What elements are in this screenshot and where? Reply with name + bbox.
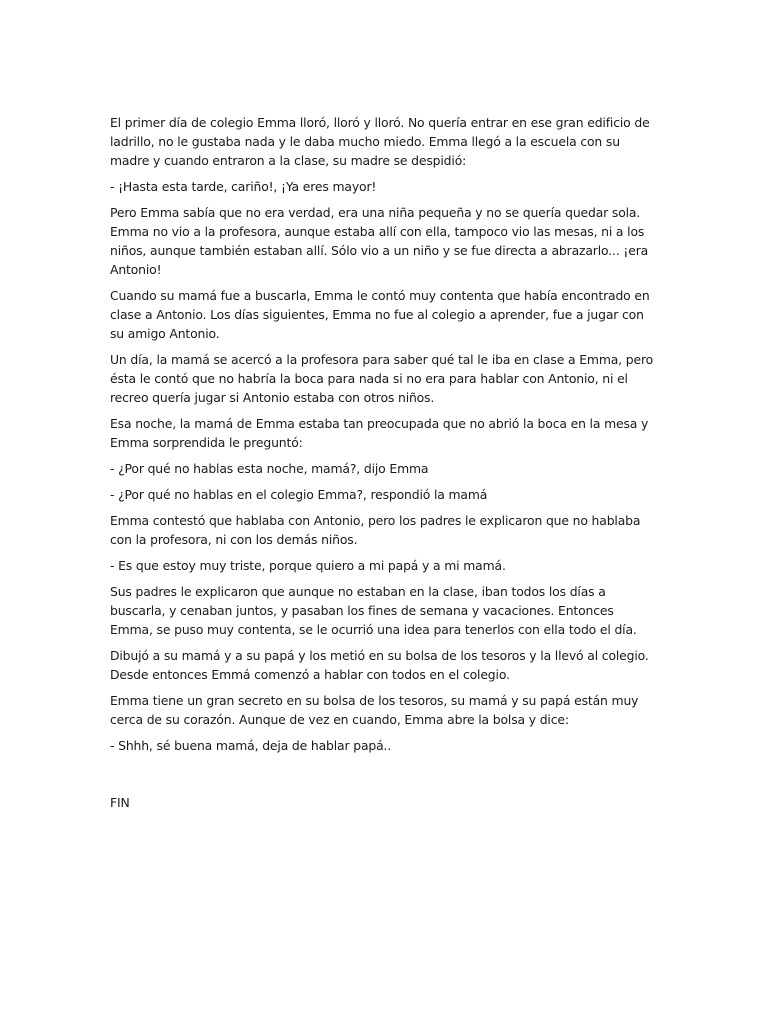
paragraph-6: Esa noche, la mamá de Emma estaba tan preocupada que no abrió la boca en la mesa y Emma sorprendida le preguntó: bbox=[110, 416, 649, 450]
paragraph-12: Dibujó a su mamá y a su papá y los metió en su bolsa de los tesoros y la llevó al colegio. Desde entonces Emmá comenzó a hablar con todos en el colegio. bbox=[110, 648, 649, 682]
paragraph-1: El primer día de colegio Emma lloró, lloró y lloró. No quería entrar en ese gran edificio de ladrillo, no le gustaba nada y le daba mucho miedo. Emma llegó a la escuela con su madre y cuando entraron a la clase, su madre se despidió: bbox=[110, 115, 650, 168]
story-body bbox=[110, 113, 658, 819]
paragraph-9: Emma contestó que hablaba con Antonio, pero los padres le explicaron que no hablaba con la profesora, ni con los demás niños. bbox=[110, 513, 641, 547]
paragraph-8: - ¿Por qué no hablas en el colegio Emma?, respondió la mamá bbox=[110, 487, 488, 502]
end-text: FIN bbox=[110, 795, 130, 810]
paragraph-7: - ¿Por qué no hablas esta noche, mamá?, dijo Emma bbox=[110, 461, 429, 476]
paragraph-2: - ¡Hasta esta tarde, cariño!, ¡Ya eres mayor! bbox=[110, 179, 377, 194]
paragraph-14: - Shhh, sé buena mamá, deja de hablar papá.. bbox=[110, 738, 392, 753]
paragraph-4: Cuando su mamá fue a buscarla, Emma le contó muy contenta que había encontrado en clase a Antonio. Los días siguientes, Emma no fue al colegio a aprender, fue a jugar con su amigo Antonio. bbox=[110, 288, 650, 341]
paragraph-10: - Es que estoy muy triste, porque quiero a mi papá y a mi mamá. bbox=[110, 558, 506, 573]
paragraph-3: Pero Emma sabía que no era verdad, era una niña pequeña y no se quería quedar sola. Emma no vio a la profesora, aunque estaba allí con ella, tampoco vio las mesas, ni a los niños, aunque también estaban allí. Sólo vio a un niño y se fue directa a abrazarlo... ¡era Antonio! bbox=[110, 205, 649, 277]
paragraph-11: Sus padres le explicaron que aunque no estaban en la clase, iban todos los días a buscarla, y cenaban juntos, y pasaban los fines de semana y vacaciones. Entonces Emma, se puso muy contenta, se le ocurrió una idea para tenerlos con ella todo el día. bbox=[110, 584, 637, 637]
paragraph-13: Emma tiene un gran secreto en su bolsa de los tesoros, su mamá y su papá están muy cerca de su corazón. Aunque de vez en cuando, Emma abre la bolsa y dice: bbox=[110, 693, 639, 727]
paragraph-5: Un día, la mamá se acercó a la profesora para saber qué tal le iba en clase a Emma, pero ésta le contó que no habría la boca para nada si no era para hablar con Antonio, ni el recreo quería jugar si Antonio estaba con otros niños. bbox=[110, 352, 654, 405]
